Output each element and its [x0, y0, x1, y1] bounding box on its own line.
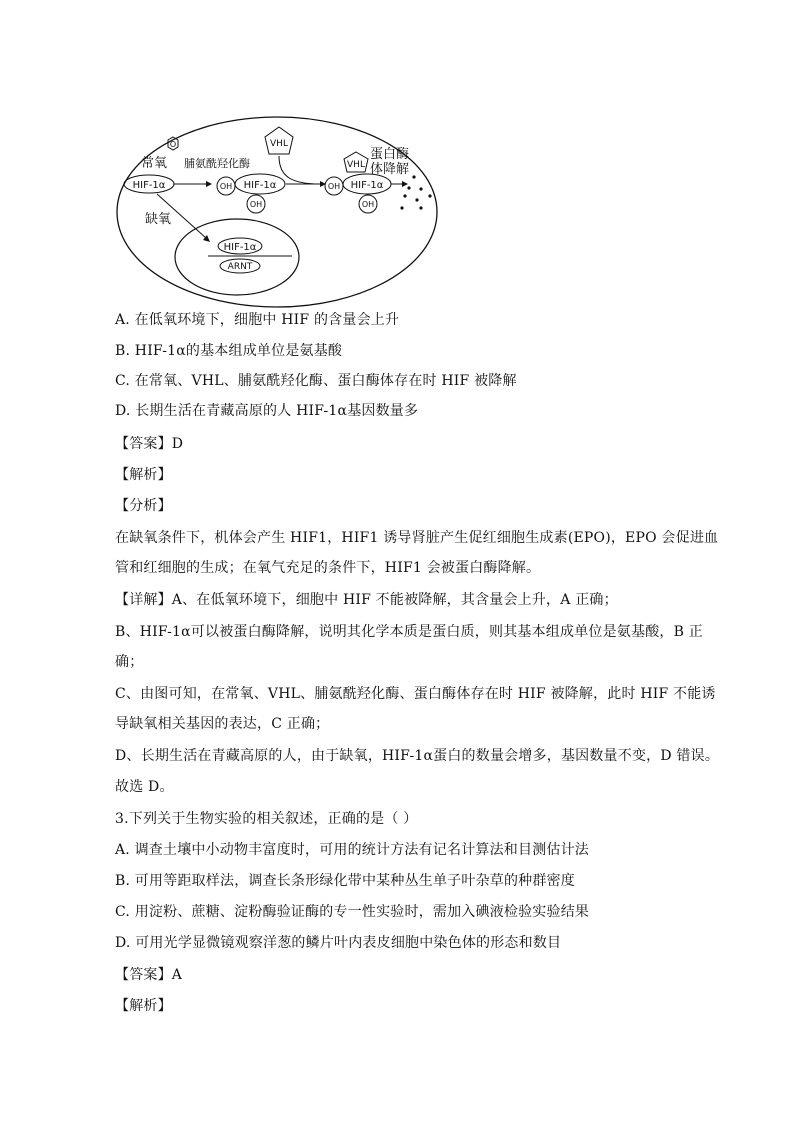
vhl-bound-icon — [344, 152, 368, 172]
hif-label-3: HIF-1α — [350, 180, 384, 191]
analysis-text-line: 管和红细胞的生成；在氧气充足的条件下，HIF1 会被蛋白酶降解。 — [115, 560, 541, 576]
detail-text-line: 确； — [115, 654, 144, 670]
arnt-label: ARNT — [227, 262, 253, 272]
q3-analysis-label: 【解析】 — [115, 998, 172, 1014]
vhl-label-2: VHL — [347, 160, 365, 170]
label-normoxia: 常氧 — [141, 156, 168, 171]
vhl-icon — [265, 127, 293, 154]
oh-label-1: OH — [219, 182, 233, 191]
label-hypoxia: 缺氧 — [145, 212, 172, 227]
option-a: A. 在低氧环境下，细胞中 HIF 的含量会上升 — [115, 312, 400, 328]
option-b: B. HIF-1α的基本组成单位是氨基酸 — [115, 343, 343, 359]
conclusion-line: 故选 D。 — [115, 779, 174, 795]
q3-option-d: D. 可用光学显微镜观察洋葱的鳞片叶内表皮细胞中染色体的形态和数目 — [115, 935, 562, 951]
detail-text-line: C、由图可知，在常氧、VHL、脯氨酰羟化酶、蛋白酶体存在时 HIF 被降解，此时 HIF 不能诱 — [115, 686, 716, 702]
option-d: D. 长期生活在青藏高原的人 HIF-1α基因数量多 — [115, 403, 419, 419]
oh-label-2: OH — [249, 200, 263, 209]
option-c: C. 在常氧、VHL、脯氨酰羟化酶、蛋白酶体存在时 HIF 被降解 — [115, 373, 517, 389]
hif-label-2: HIF-1α — [243, 180, 277, 191]
degraded-fragments — [400, 175, 431, 209]
detail-text-line: D、长期生活在青藏高原的人，由于缺氧，HIF-1α蛋白的数量会增多，基因数量不变，D 错误。 — [115, 748, 720, 764]
hif-label-1: HIF-1α — [132, 180, 166, 191]
oxygen-symbol: O — [169, 140, 177, 149]
arrow-vhl-binding — [279, 156, 320, 184]
oh-label-4: OH — [361, 200, 375, 209]
label-proteasome-line1: 蛋白酶 — [370, 147, 410, 162]
question-3-stem: 3.下列关于生物实验的相关叙述，正确的是（ ） — [115, 811, 418, 827]
analysis-text-line: 在缺氧条件下，机体会产生 HIF1，HIF1 诱导肾脏产生促红细胞生成素(EPO)，EPO 会促进血 — [115, 530, 719, 546]
analysis-subheading: 【分析】 — [115, 498, 172, 514]
q3-option-b: B. 可用等距取样法，调查长条形绿化带中某种丛生单子叶杂草的种群密度 — [115, 873, 575, 889]
q3-option-a: A. 调查土壤中小动物丰富度时，可用的统计方法有记名计算法和目测估计法 — [115, 842, 590, 858]
oxygen-icon — [168, 137, 178, 150]
detail-text-line: 导缺氧相关基因的表达，C 正确； — [115, 716, 330, 732]
detail-text-line: 【详解】A、在低氧环境下，细胞中 HIF 不能被降解，其含量会上升，A 正确； — [115, 592, 618, 608]
q3-option-c: C. 用淀粉、蔗糖、淀粉酶验证酶的专一性实验时，需加入碘液检验实验结果 — [115, 904, 590, 920]
oh-label-3: OH — [327, 182, 341, 191]
hif-pathway-diagram — [112, 112, 442, 312]
hif-pathway-svg — [112, 112, 442, 312]
analysis-label: 【解析】 — [115, 467, 172, 483]
detail-text-line: B、HIF-1α可以被蛋白酶降解，说明其化学本质是蛋白质，则其基本组成单位是氨基酸，B 正 — [115, 624, 703, 640]
nucleus-outline — [175, 219, 299, 295]
vhl-label-1: VHL — [270, 139, 288, 149]
hif-label-nucleus: HIF-1α — [223, 242, 257, 253]
q3-answer-label: 【答案】A — [115, 967, 183, 983]
label-proteasome-line2: 体降解 — [370, 162, 410, 177]
answer-label: 【答案】D — [115, 436, 184, 452]
label-enzyme: 脯氨酰羟化酶 — [184, 157, 250, 170]
